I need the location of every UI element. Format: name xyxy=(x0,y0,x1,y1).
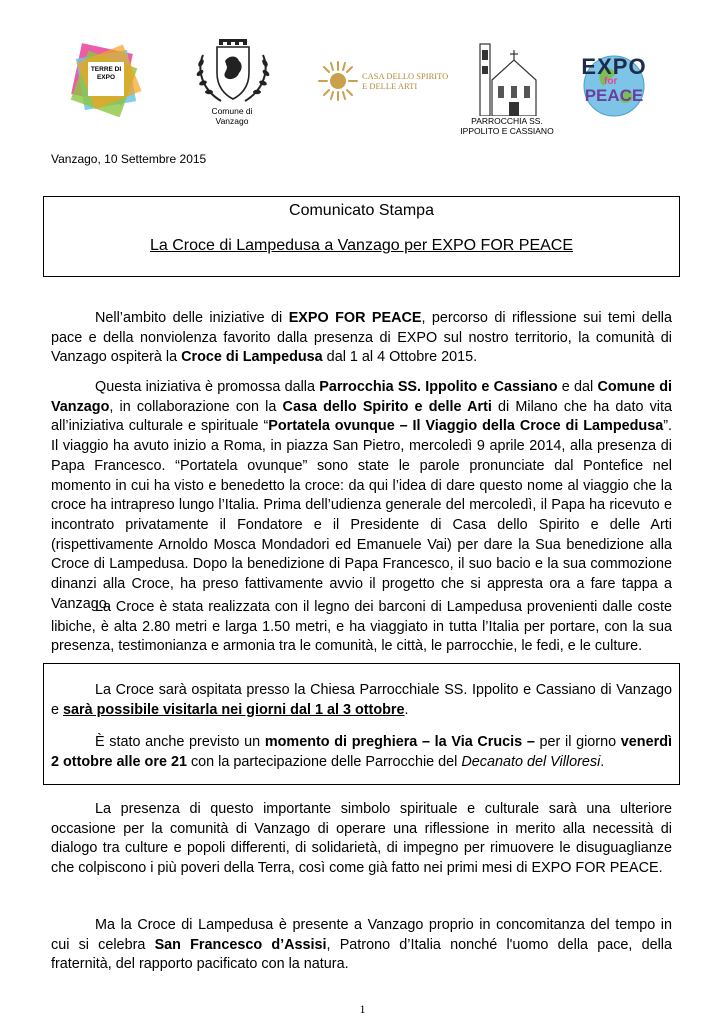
text-run: La Croce sarà ospitata presso la Chiesa Parrocchiale SS. Ippolito e Cassiano di Vanzago e xyxy=(51,682,672,718)
paragraph-visit-dates xyxy=(51,681,672,720)
paragraph-intro xyxy=(51,309,672,368)
text-run: e dal xyxy=(557,379,598,395)
terre-di-expo-text: TERRE DI EXPO xyxy=(90,66,122,81)
expo-word: EXPO xyxy=(581,54,647,79)
text-run: Questa iniziativa è promossa dalla xyxy=(95,379,320,395)
text-run-bold: Parrocchia SS. Ippolito e Cassiano xyxy=(319,379,558,395)
text-run: , percorso di riflessione sui temi della pace e della nonviolenza favorito dalla presenza di EXPO sul nostro territorio, la comunità di Vanzago ospiterà la xyxy=(51,310,672,366)
logo-bar xyxy=(0,0,725,145)
text-run-bold: EXPO FOR PEACE xyxy=(288,310,422,326)
for-word: for xyxy=(604,76,618,87)
text-run-italic: Decanato del Villoresi xyxy=(461,753,601,770)
casa-spirito-sun-icon xyxy=(317,60,359,102)
text-run-bold: San Francesco d’Assisi xyxy=(154,936,327,953)
text-run-bold: Croce di Lampedusa xyxy=(181,349,323,366)
text-run: È stato anche previsto un xyxy=(95,734,265,750)
text-run-bold: Casa dello Spirito e delle Arti xyxy=(282,398,492,415)
paragraph-cross-description xyxy=(51,598,672,657)
page-number: 1 xyxy=(359,1002,366,1016)
paragraph-via-crucis xyxy=(51,733,672,772)
document-date: Vanzago, 10 Settembre 2015 xyxy=(51,152,207,166)
text-run: ”. Il viaggio ha avuto inizio a Roma, in piazza San Pietro, mercoledì 9 aprile 2014, alla presenza di Papa Francesco. “Portatela ovunque” sono state le parole pronunciate dal Pontefice nel momento in cui ha visto e benedetto la croce: da qui l’idea di dare questo nome al viaggio che la croce ha intrapreso lungo l’Italia. Prima dell’udienza generale del mercoledì, il Papa ha ricevuto e incontrato privatamente il Fondatore e il Presidente di Casa dello Spirito e delle Arti (rispettivamente Arnoldo Mosca Mondadori ed Emanuele Vai) per dare la Sua benedizione alla Croce di Lampedusa. Dopo la benedizione di Papa Francesco, il suo bacio e la sua commozione dinanzi alla Croce, ha preso fattivamente avvio il progetto che si appresta ora a fare tappa a Vanzago. xyxy=(51,418,672,612)
comune-vanzago-crest xyxy=(193,35,273,107)
paragraph-initiative xyxy=(51,378,672,614)
text-run: Nell’ambito delle iniziative di xyxy=(95,310,289,326)
press-release-title-text: La Croce di Lampedusa a Vanzago per EXPO FOR PEACE xyxy=(149,237,574,254)
text-run: di Milano che ha dato vita all’iniziativa culturale e spirituale “ xyxy=(51,398,672,435)
parrocchia-church-icon xyxy=(476,40,538,116)
text-run: . xyxy=(404,701,409,718)
text-run: con la partecipazione delle Parrocchie del xyxy=(186,753,462,770)
expo-for-peace-logo xyxy=(570,50,656,120)
text-run: La Croce è stata realizzata con il legno dei barconi di Lampedusa provenienti dalle coste libiche, è alta 2.80 metri e larga 1.50 metri, e ha viaggiato in tutta l’Italia per portare, con la sua presenza, testimonianza e armonia tra le comunità, le città, le parrocchie, le fedi, e le culture. xyxy=(51,599,672,655)
text-run-bold: Portatela ovunque – Il Viaggio della Croce di Lampedusa xyxy=(268,418,664,435)
text-run-bold: momento di preghiera – la Via Crucis – xyxy=(264,734,535,750)
text-run: per il giorno xyxy=(534,734,621,750)
terre-di-expo-logo xyxy=(66,40,144,118)
text-run-bold: Comune di Vanzago xyxy=(51,379,672,415)
text-run: , in collaborazione con la xyxy=(109,398,283,415)
text-run: Ma la Croce di Lampedusa è presente a Vanzago proprio in concomitanza del tempo in cui si celebra xyxy=(51,917,672,953)
header-box xyxy=(43,196,680,277)
press-release-kind: Comunicato Stampa xyxy=(289,202,434,219)
casa-spirito-label: CASA DELLO SPIRITO E DELLE ARTI xyxy=(362,71,449,91)
paragraph-san-francesco xyxy=(51,916,672,975)
peace-word: PEACE xyxy=(584,86,644,105)
text-run: . xyxy=(600,753,605,770)
text-run-bold-underline: sarà possibile visitarla nei giorni dal 1 al 3 ottobre xyxy=(63,701,405,718)
text-run: La presenza di questo importante simbolo spirituale e culturale sarà una ulteriore occasione per la comunità di Vanzago di operare una riflessione in merito alla necessità di dialogo tra culture e popoli differenti, di solidarietà, di impegno per rimuovere le disuguaglianze che colpiscono i più poveri della Terra, così come già fatto nei primi mesi di EXPO FOR PEACE. xyxy=(51,801,672,877)
paragraph-reflection xyxy=(51,800,672,879)
text-run: , Patrono d’Italia nonché l'uomo della pace, della fraternità, del rapporto pacificato con la natura. xyxy=(51,936,672,973)
parrocchia-label: PARROCCHIA SS. IPPOLITO E CASSIANO xyxy=(460,116,554,136)
text-run-bold: venerdì 2 ottobre alle ore 21 xyxy=(51,734,672,770)
comune-vanzago-label: Comune di Vanzago xyxy=(211,106,253,126)
text-run: dal 1 al 4 Ottobre 2015. xyxy=(322,349,478,366)
press-release-title xyxy=(44,237,679,255)
